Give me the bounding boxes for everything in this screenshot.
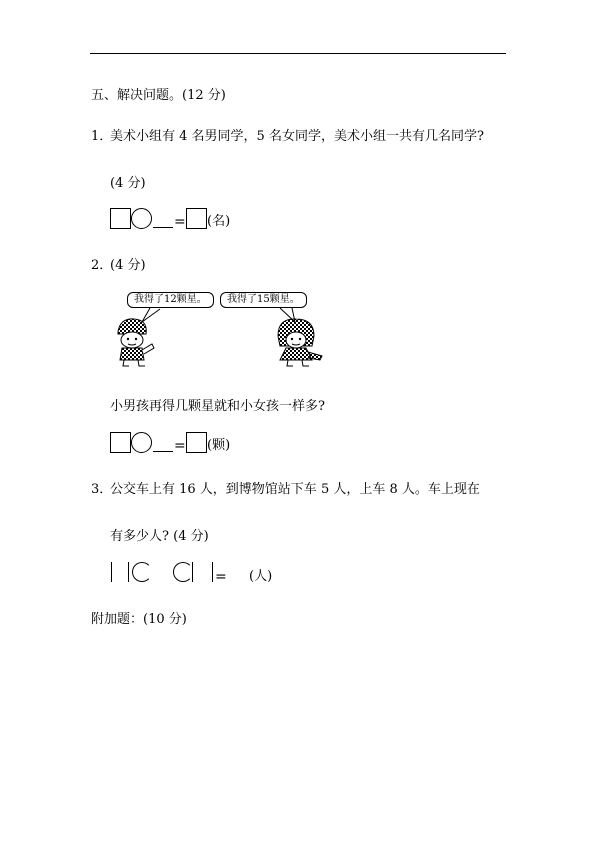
q1-answer-line[interactable] — [153, 227, 173, 228]
q3-operator-circle-2[interactable] — [173, 562, 193, 582]
q2-score: (4 分) — [110, 258, 146, 273]
header-rule — [90, 53, 506, 54]
q3-result-box-edge — [212, 562, 213, 582]
boy-speech-bubble: 我得了12颗星。 — [127, 292, 214, 308]
q3-number: 3． — [91, 482, 113, 497]
q1-equals-sign: = — [174, 214, 186, 230]
bonus-heading: 附加题：(10 分) — [91, 612, 187, 627]
q1-answer-box-1[interactable] — [110, 208, 131, 229]
q1-result-box[interactable] — [186, 208, 207, 229]
q3-box-left-edge — [111, 562, 112, 582]
q3-text-2: 有多少人? — [110, 529, 169, 544]
q2-answer-line[interactable] — [153, 451, 173, 452]
q3-text-line2 — [110, 529, 209, 545]
q1-unit: (名) — [207, 214, 231, 229]
q3-score: (4 分) — [173, 529, 209, 544]
q2-result-box[interactable] — [186, 432, 207, 453]
girl-cartoon-icon — [272, 316, 328, 368]
q2-number: 2． — [91, 258, 113, 273]
q3-unit: (人) — [249, 569, 273, 584]
q2-equals-sign: = — [174, 438, 186, 454]
q3-box-edge — [192, 562, 193, 582]
q2-unit: (颗) — [207, 438, 231, 453]
q3-text: 公交车上有 16 人，到博物馆站下车 5 人，上车 8 人。车上现在 — [110, 482, 480, 497]
girl-speech-bubble: 我得了15颗星。 — [220, 292, 307, 308]
q1-number: 1． — [91, 129, 113, 144]
boy-cartoon-icon — [110, 316, 158, 368]
q1-text: 美术小组有 4 名男同学，5 名女同学，美术小组一共有几名同学? — [110, 129, 484, 144]
section-heading: 五、解决问题。(12 分) — [91, 88, 226, 103]
q2-operator-circle[interactable] — [131, 432, 152, 453]
q3-equals-sign: = — [215, 569, 227, 585]
q1-operator-circle[interactable] — [131, 208, 152, 229]
q3-box-divider — [128, 562, 129, 582]
q3-operator-circle-1[interactable] — [132, 562, 152, 582]
q2-question: 小男孩再得几颗星就和小女孩一样多? — [110, 399, 325, 414]
q1-score: (4 分) — [110, 176, 146, 191]
q2-answer-box-1[interactable] — [110, 432, 131, 453]
